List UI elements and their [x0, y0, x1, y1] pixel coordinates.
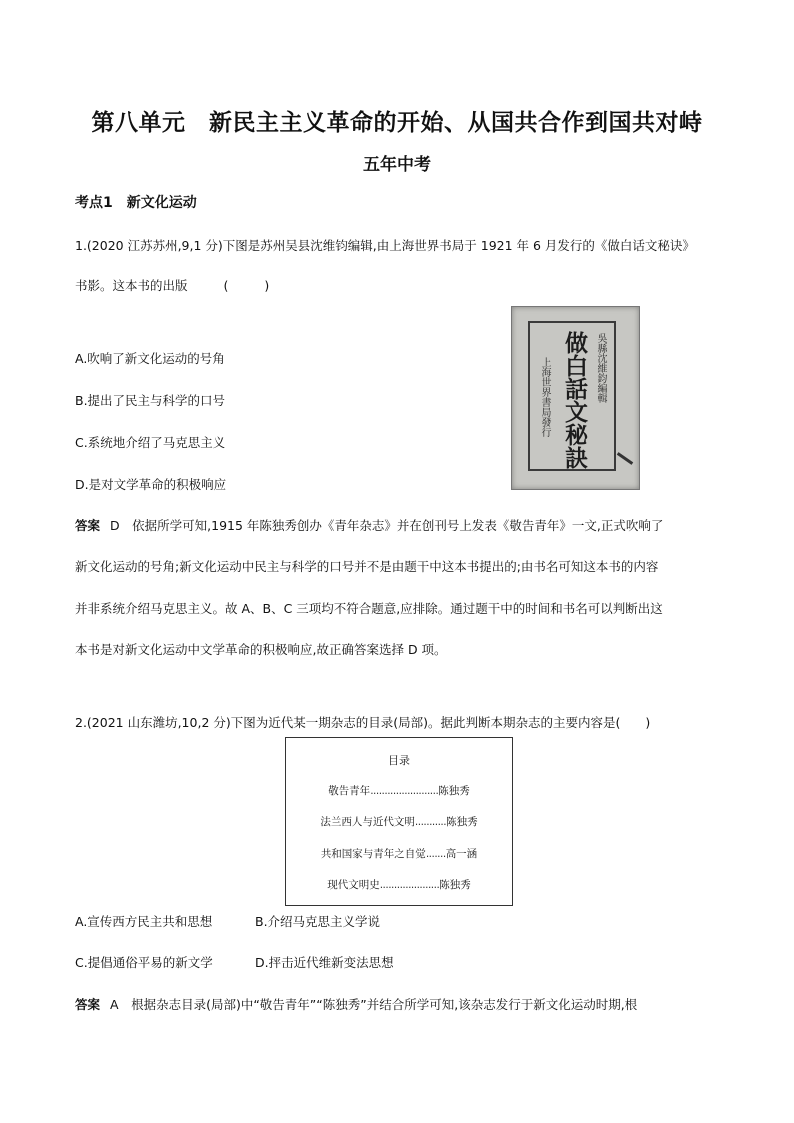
toc-title: 目录 — [388, 754, 410, 767]
q1-option-c: C.系统地介绍了马克思主义 — [75, 435, 226, 450]
q1-option-b: B.提出了民主与科学的口号 — [75, 393, 226, 408]
section-heading: 考点1 新文化运动 — [75, 195, 197, 211]
toc-leader: ........... — [414, 816, 447, 828]
q1-answer-line2: 新文化运动的号角;新文化运动中民主与科学的口号并不是由题干中这本书提出的;由书名可知这本书的内容 — [75, 559, 659, 574]
toc-author: 陈独秀 — [438, 785, 470, 797]
q1-answer-label: 答案 — [75, 518, 101, 533]
q2-answer-label: 答案 — [75, 997, 101, 1012]
q1-answer-text: D 依据所学可知,1915 年陈独秀创办《青年杂志》并在创刊号上发表《敬告青年》一文,正式吹响了 — [110, 518, 664, 533]
magazine-toc-box — [285, 737, 513, 906]
toc-leader: ....... — [425, 848, 446, 860]
toc-leader: ........................ — [370, 785, 439, 797]
toc-leader: ..................... — [379, 879, 440, 891]
q2-answer-text: A 根据杂志目录(局部)中“敬告青年”“陈独秀”并结合所学可知,该杂志发行于新文化运动时期,根 — [110, 997, 638, 1012]
book-title: 做白話文秘訣 — [561, 331, 588, 469]
q1-option-a: A.吹响了新文化运动的号角 — [75, 351, 225, 366]
q2-option-c: C.提倡通俗平易的新文学 — [75, 955, 213, 970]
toc-row — [286, 846, 512, 861]
q1-option-d: D.是对文学革命的积极响应 — [75, 477, 227, 492]
q1-paren-close: ) — [264, 278, 270, 293]
q2-answer-line1 — [75, 995, 637, 1013]
toc-author: 陈独秀 — [446, 816, 478, 828]
toc-item: 现代文明史 — [327, 879, 380, 891]
q1-answer-line3: 并非系统介绍马克思主义。故 A、B、C 三项均不符合题意,应排除。通过题干中的时间和书名可以判断出这 — [75, 601, 663, 616]
toc-row — [286, 877, 512, 892]
q1-stem-text: 书影。这本书的出版 — [75, 278, 188, 293]
toc-item: 敬告青年 — [328, 785, 371, 797]
q2-paren: ( ) — [615, 715, 651, 730]
q2-option-d: D.抨击近代维新变法思想 — [255, 955, 394, 970]
toc-item: 法兰西人与近代文明 — [320, 816, 415, 828]
book-cover-frame — [528, 321, 616, 471]
book-author: 吳縣沈維鈞編輯 — [595, 333, 606, 403]
toc-author: 高一涵 — [445, 848, 478, 860]
q1-stem-line1: 1.(2020 江苏苏州,9,1 分)下图是苏州吴县沈维钧编辑,由上海世界书局于 1921 年 6 月发行的《做白话文秘诀》 — [75, 238, 695, 253]
book-cover-image — [511, 306, 640, 490]
toc-item: 共和国家与青年之自觉 — [320, 848, 426, 860]
page-title: 第八单元 新民主主义革命的开始、从国共合作到国共对峙 — [91, 110, 703, 136]
toc-row — [286, 814, 512, 829]
q2-option-a: A.宣传西方民主共和思想 — [75, 914, 213, 929]
book-corner-mark — [617, 452, 633, 465]
q1-answer-line1 — [75, 516, 663, 534]
toc-row — [286, 783, 512, 798]
q1-paren-open: ( — [223, 278, 229, 293]
page-subtitle: 五年中考 — [363, 155, 431, 175]
q2-option-b: B.介绍马克思主义学说 — [255, 914, 381, 929]
q1-stem-line2 — [75, 276, 269, 294]
q2-stem-text: 2.(2021 山东潍坊,10,2 分)下图为近代某一期杂志的目录(局部)。据此判断本期杂志的主要内容是 — [75, 715, 616, 730]
q1-answer-line4: 本书是对新文化运动中文学革命的积极响应,故正确答案选择 D 项。 — [75, 642, 447, 657]
toc-author: 陈独秀 — [439, 879, 471, 891]
book-publisher: 上海世界書局發行 — [539, 357, 550, 437]
q2-stem — [75, 713, 650, 731]
